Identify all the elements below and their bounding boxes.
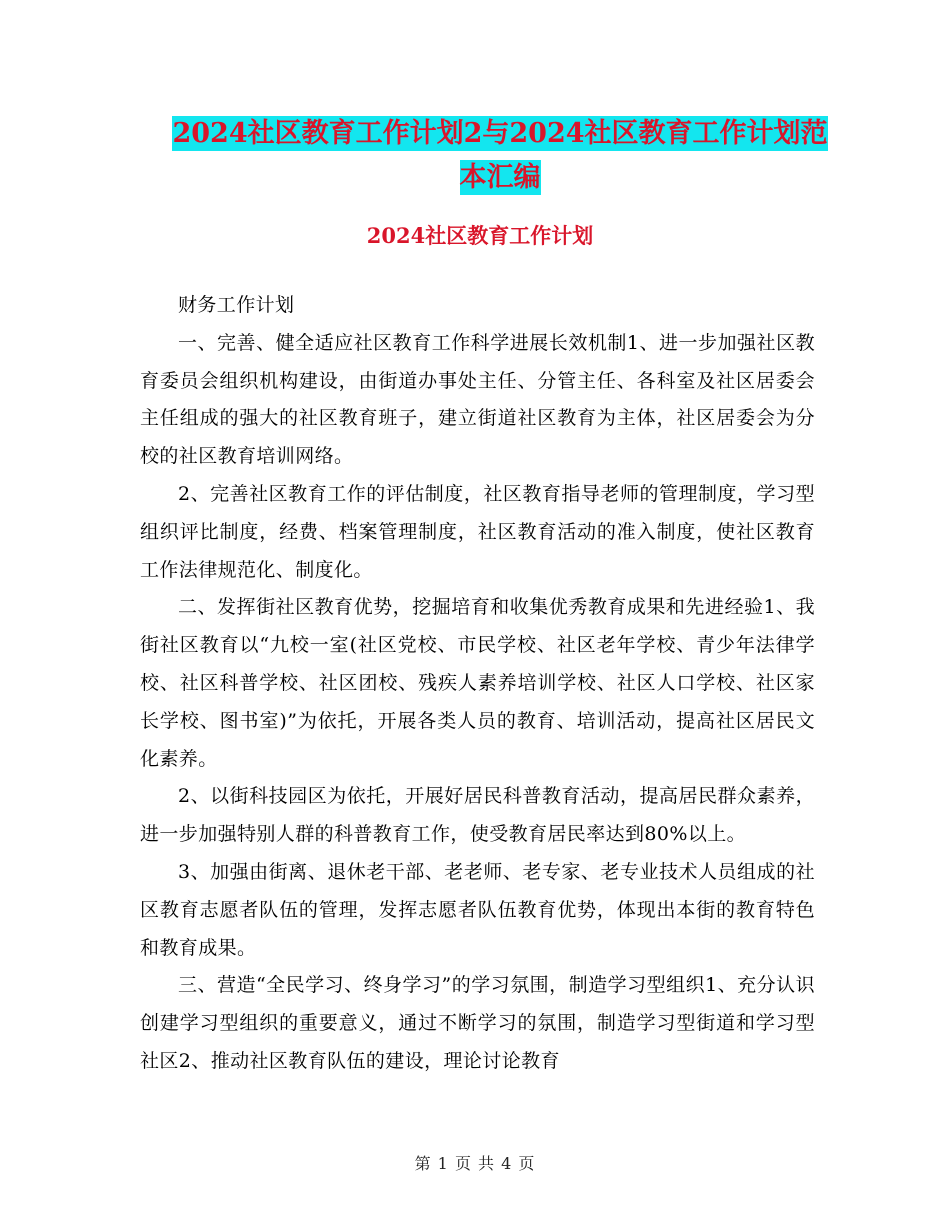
- paragraph: 财务工作计划: [178, 294, 295, 316]
- paragraph: 二、发挥街社区教育优势，挖掘培育和收集优秀教育成果和先进经验1、我街社区教育以“九校一室(社区党校、市民学校、社区老年学校、青少年法律学校、社区科普学校、社区团校、残疾人素养培训学校、社区人口学校、社区家长学校、图书室)”为依托，开展各类人员的教育、培训活动，提高社区居民文化素养。: [140, 596, 815, 770]
- document-title: [120, 112, 880, 200]
- paragraph: 一、完善、健全适应社区教育工作科学进展长效机制1、进一步加强社区教育委员会组织机构建设，由街道办事处主任、分管主任、各科室及社区居委会主任组成的强大的社区教育班子，建立街道社区教育为主体，社区居委会为分校的社区教育培训网络。: [140, 331, 815, 468]
- paragraph: 2、完善社区教育工作的评估制度，社区教育指导老师的管理制度，学习型组织评比制度，经费、档案管理制度，社区教育活动的准入制度，使社区教育工作法律规范化、制度化。: [140, 482, 815, 581]
- section-title: 2024社区教育工作计划: [366, 223, 594, 248]
- document-title-line-2: 本汇编: [459, 162, 541, 193]
- paragraph: 3、加强由街离、退休老干部、老老师、老专家、老专业技术人员组成的社区教育志愿者队伍的管理，发挥志愿者队伍教育优势，体现出本街的教育特色和教育成果。: [140, 860, 815, 959]
- document-body: [140, 287, 815, 1081]
- paragraph: 2、以街科技园区为依托，开展好居民科普教育活动，提高居民群众素养，进一步加强特别人群的科普教育工作，使受教育居民率达到80%以上。: [140, 785, 815, 846]
- page-footer: 第 1 页 共 4 页: [414, 1154, 536, 1173]
- document-title-line-1: 2024社区教育工作计划2与2024社区教育工作计划范: [172, 118, 828, 149]
- paragraph: 三、营造“全民学习、终身学习”的学习氛围，制造学习型组织1、充分认识创建学习型组织的重要意义，通过不断学习的氛围，制造学习型街道和学习型社区2、推动社区教育队伍的建设，理论讨论教育: [140, 974, 815, 1072]
